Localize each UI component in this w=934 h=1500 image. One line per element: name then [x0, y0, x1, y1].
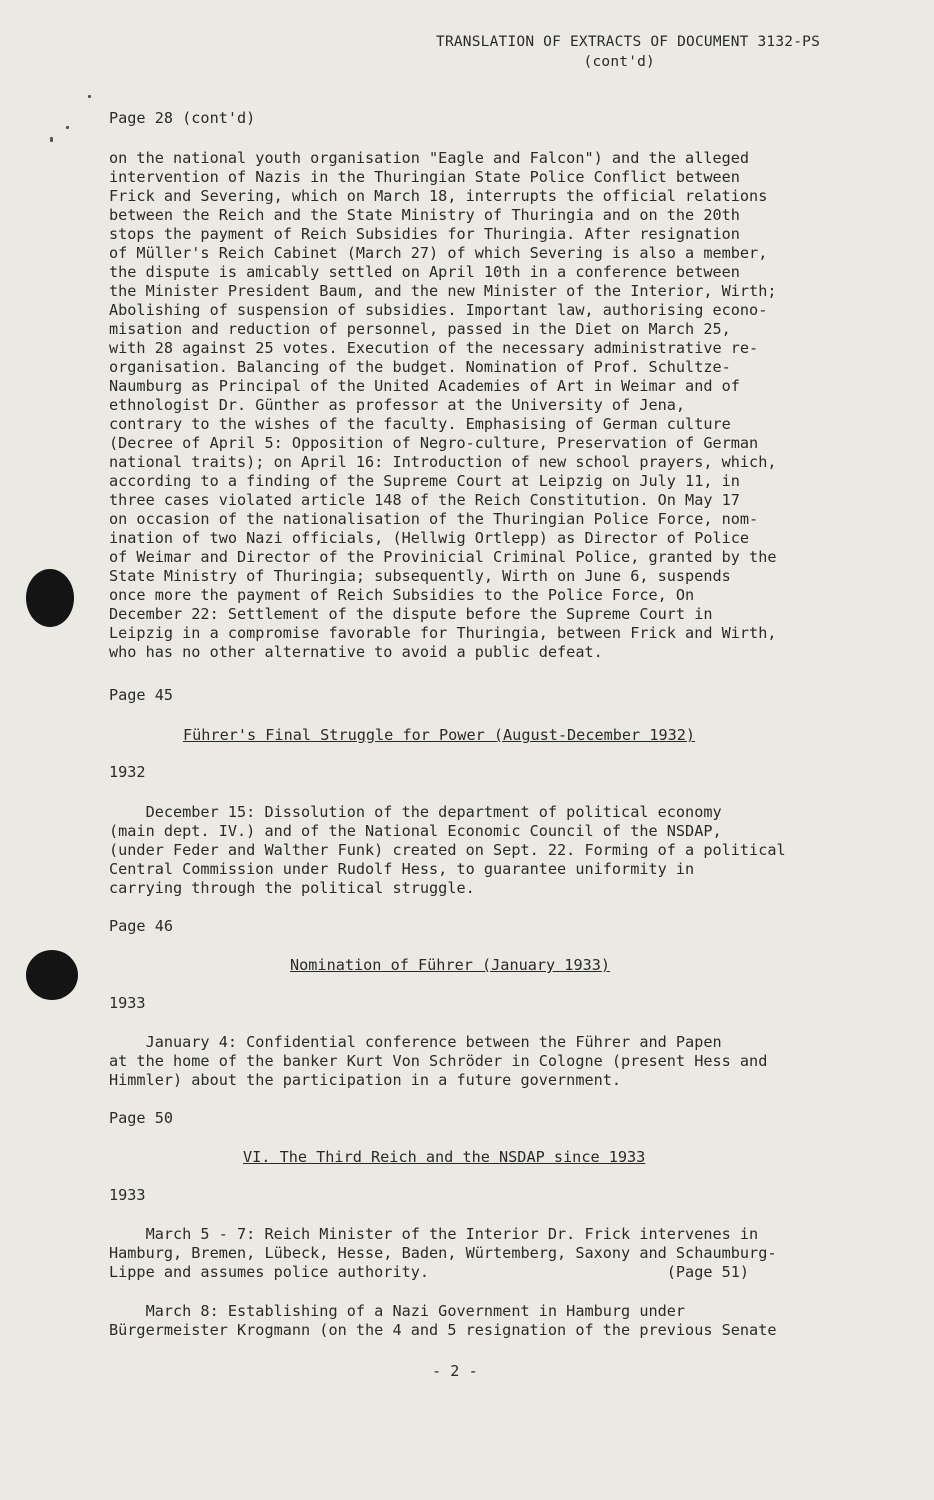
- page-label-50: Page 50: [109, 1109, 174, 1127]
- text-line: on the national youth organisation "Eagle and Falcon") and the alleged: [109, 149, 750, 167]
- text-line: Leipzig in a compromise favorable for Thuringia, between Frick and Wirth,: [109, 624, 777, 642]
- text-line: between the Reich and the State Ministry of Thuringia and on the 20th: [109, 206, 740, 224]
- text-line: stops the payment of Reich Subsidies for Thuringia. After resignation: [109, 225, 740, 243]
- stray-mark: [88, 95, 91, 98]
- text-line: (under Feder and Walther Funk) created on Sept. 22. Forming of a political: [109, 841, 786, 859]
- text-line: organisation. Balancing of the budget. Nomination of Prof. Schultze-: [109, 358, 731, 376]
- text-line: who has no other alternative to avoid a public defeat.: [109, 643, 603, 661]
- punch-hole: [26, 569, 74, 627]
- text-line: (Decree of April 5: Opposition of Negro-culture, Preservation of German: [109, 434, 759, 452]
- page-number: - 2 -: [432, 1362, 478, 1380]
- stray-mark: [66, 126, 69, 129]
- text-line: the Minister President Baum, and the new Minister of the Interior, Wirth;: [109, 282, 777, 300]
- text-line: Hamburg, Bremen, Lübeck, Hesse, Baden, Würtemberg, Saxony and Schaumburg-: [109, 1244, 777, 1262]
- punch-hole: [26, 950, 78, 1000]
- text-line: Central Commission under Rudolf Hess, to guarantee uniformity in: [109, 860, 695, 878]
- stray-mark: [50, 137, 53, 142]
- text-line: the dispute is amicably settled on April 10th in a conference between: [109, 263, 740, 281]
- text-line: according to a finding of the Supreme Court at Leipzig on July 11, in: [109, 472, 740, 490]
- text-line: Naumburg as Principal of the United Academies of Art in Weimar and of: [109, 377, 740, 395]
- text-line: at the home of the banker Kurt Von Schröder in Cologne (present Hess and: [109, 1052, 768, 1070]
- text-line: contrary to the wishes of the faculty. Emphasising of German culture: [109, 415, 731, 433]
- text-line: ethnologist Dr. Günther as professor at the University of Jena,: [109, 396, 686, 414]
- text-line: on occasion of the nationalisation of the Thuringian Police Force, nom-: [109, 510, 759, 528]
- text-line: Abolishing of suspension of subsidies. Important law, authorising econo-: [109, 301, 768, 319]
- text-line: of Müller's Reich Cabinet (March 27) of which Severing is also a member,: [109, 244, 768, 262]
- section-title-nomination: Nomination of Führer (January 1933): [290, 956, 611, 974]
- text-line: of Weimar and Director of the Provinicial Criminal Police, granted by the: [109, 548, 777, 566]
- text-line: Bürgermeister Krogmann (on the 4 and 5 resignation of the previous Senate: [109, 1321, 777, 1339]
- text-line: January 4: Confidential conference between the Führer and Papen: [109, 1033, 722, 1051]
- page-label-28: Page 28 (cont'd): [109, 109, 256, 127]
- text-line: Frick and Severing, which on March 18, interrupts the official relations: [109, 187, 768, 205]
- text-line: once more the payment of Reich Subsidies to the Police Force, On: [109, 586, 695, 604]
- document-header-title: TRANSLATION OF EXTRACTS OF DOCUMENT 3132-PS: [436, 34, 820, 50]
- document-header-contd: (cont'd): [583, 54, 655, 70]
- text-line: Lippe and assumes police authority. (Page 51): [109, 1263, 750, 1281]
- text-line: national traits); on April 16: Introduction of new school prayers, which,: [109, 453, 777, 471]
- text-line: (main dept. IV.) and of the National Economic Council of the NSDAP,: [109, 822, 722, 840]
- text-line: three cases violated article 148 of the Reich Constitution. On May 17: [109, 491, 740, 509]
- text-line: ination of two Nazi officials, (Hellwig Ortlepp) as Director of Police: [109, 529, 750, 547]
- page-label-45: Page 45: [109, 686, 174, 704]
- text-line: State Ministry of Thuringia; subsequently, Wirth on June 6, suspends: [109, 567, 731, 585]
- page-label-46: Page 46: [109, 917, 174, 935]
- text-line: March 8: Establishing of a Nazi Government in Hamburg under: [109, 1302, 686, 1320]
- text-line: December 22: Settlement of the dispute before the Supreme Court in: [109, 605, 713, 623]
- section-title-third-reich: VI. The Third Reich and the NSDAP since 1933: [243, 1148, 646, 1166]
- text-line: with 28 against 25 votes. Execution of the necessary administrative re-: [109, 339, 759, 357]
- text-line: carrying through the political struggle.: [109, 879, 475, 897]
- text-line: misation and reduction of personnel, passed in the Diet on March 25,: [109, 320, 731, 338]
- year-heading-1933-b: 1933: [109, 1186, 146, 1204]
- text-line: December 15: Dissolution of the department of political economy: [109, 803, 722, 821]
- year-heading-1933: 1933: [109, 994, 146, 1012]
- year-heading-1932: 1932: [109, 763, 146, 781]
- section-title-final-struggle: Führer's Final Struggle for Power (August-December 1932): [183, 726, 696, 744]
- text-line: Himmler) about the participation in a future government.: [109, 1071, 622, 1089]
- text-line: March 5 - 7: Reich Minister of the Interior Dr. Frick intervenes in: [109, 1225, 759, 1243]
- text-line: intervention of Nazis in the Thuringian State Police Conflict between: [109, 168, 740, 186]
